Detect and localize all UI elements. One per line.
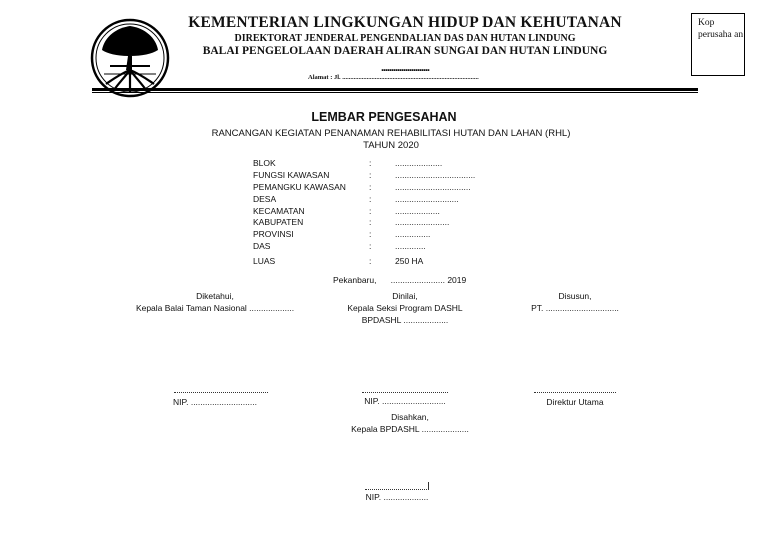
document-year: TAHUN 2020 xyxy=(363,140,419,151)
left-signatory-role: Diketahui, xyxy=(196,291,234,301)
field-colon: : xyxy=(369,170,372,180)
field-value-provinsi: ............... xyxy=(395,229,431,239)
field-colon: : xyxy=(369,256,372,266)
field-label-luas: LUAS xyxy=(253,256,276,266)
office-location-placeholder: ........................ xyxy=(381,60,429,74)
document-subtitle: RANCANGAN KEGIATAN PENANAMAN REHABILITASI HUTAN DAN LAHAN (RHL) xyxy=(211,128,571,139)
field-label-provinsi: PROVINSI xyxy=(253,229,294,239)
field-label-blok: BLOK xyxy=(253,158,276,168)
middle-signatory-title-2: BPDASHL ................... xyxy=(361,315,449,325)
field-label-kabupaten: KABUPATEN xyxy=(253,217,304,227)
middle-signatory-role: Dinilai, xyxy=(392,291,418,301)
field-value-luas: 250 HA xyxy=(395,256,424,266)
middle-signatory-nip: NIP. ........................... xyxy=(364,396,446,406)
field-label-fungsi-kawasan: FUNGSI KAWASAN xyxy=(253,170,330,180)
address-line: Alamat : Jl. .................................................................................... xyxy=(308,74,479,81)
header-rule-thin xyxy=(92,92,698,93)
middle-signatory-title: Kepala Seksi Program DASHL xyxy=(347,303,463,313)
field-colon: : xyxy=(369,158,372,168)
field-value-das: ............. xyxy=(395,241,426,251)
bottom-signature-tick xyxy=(428,482,429,490)
company-letterhead-box: Kop perusaha an xyxy=(691,13,745,76)
field-label-kecamatan: KECAMATAN xyxy=(253,206,305,216)
left-signature-line xyxy=(174,392,268,393)
bottom-signatory-nip: NIP. ................... xyxy=(365,492,429,502)
right-signatory-nip: Direktur Utama xyxy=(546,397,604,407)
field-value-kecamatan: ................... xyxy=(395,206,440,216)
field-label-desa: DESA xyxy=(253,194,277,204)
right-signatory-role: Disusun, xyxy=(558,291,592,301)
field-colon: : xyxy=(369,182,372,192)
field-value-blok: .................... xyxy=(395,158,443,168)
place-date: Pekanbaru, ....................... 2019 xyxy=(333,275,467,285)
field-colon: : xyxy=(369,241,372,251)
field-value-desa: ........................... xyxy=(395,194,459,204)
field-label-pemangku-kawasan: PEMANGKU KAWASAN xyxy=(253,182,346,192)
field-colon: : xyxy=(369,217,372,227)
right-signature-line xyxy=(534,392,616,393)
right-signatory-title: PT. ............................... xyxy=(531,303,619,313)
field-colon: : xyxy=(369,194,372,204)
ministry-name: KEMENTERIAN LINGKUNGAN HIDUP DAN KEHUTANAN xyxy=(188,14,622,31)
middle-signature-line xyxy=(362,392,448,393)
document-title: LEMBAR PENGESAHAN xyxy=(311,110,457,124)
bottom-signature-line xyxy=(365,489,429,490)
bottom-signatory-role: Disahkan, xyxy=(391,412,429,422)
bottom-signatory-title: Kepala BPDASHL .................... xyxy=(351,424,469,434)
field-value-fungsi-kawasan: .................................. xyxy=(395,170,476,180)
left-signatory-nip: NIP. ............................ xyxy=(173,397,257,407)
field-colon: : xyxy=(369,206,372,216)
field-value-pemangku-kawasan: ................................ xyxy=(395,182,471,192)
field-value-kabupaten: ....................... xyxy=(395,217,450,227)
field-colon: : xyxy=(369,229,372,239)
directorate-name: DIREKTORAT JENDERAL PENGENDALIAN DAS DAN HUTAN LINDUNG xyxy=(234,33,576,44)
header-rule-thick xyxy=(92,88,698,91)
office-name: BALAI PENGELOLAAN DAERAH ALIRAN SUNGAI DAN HUTAN LINDUNG xyxy=(202,45,608,57)
left-signatory-title: Kepala Balai Taman Nasional ................... xyxy=(135,303,295,313)
field-label-das: DAS xyxy=(253,241,271,251)
ministry-logo-tree-icon xyxy=(90,18,170,98)
